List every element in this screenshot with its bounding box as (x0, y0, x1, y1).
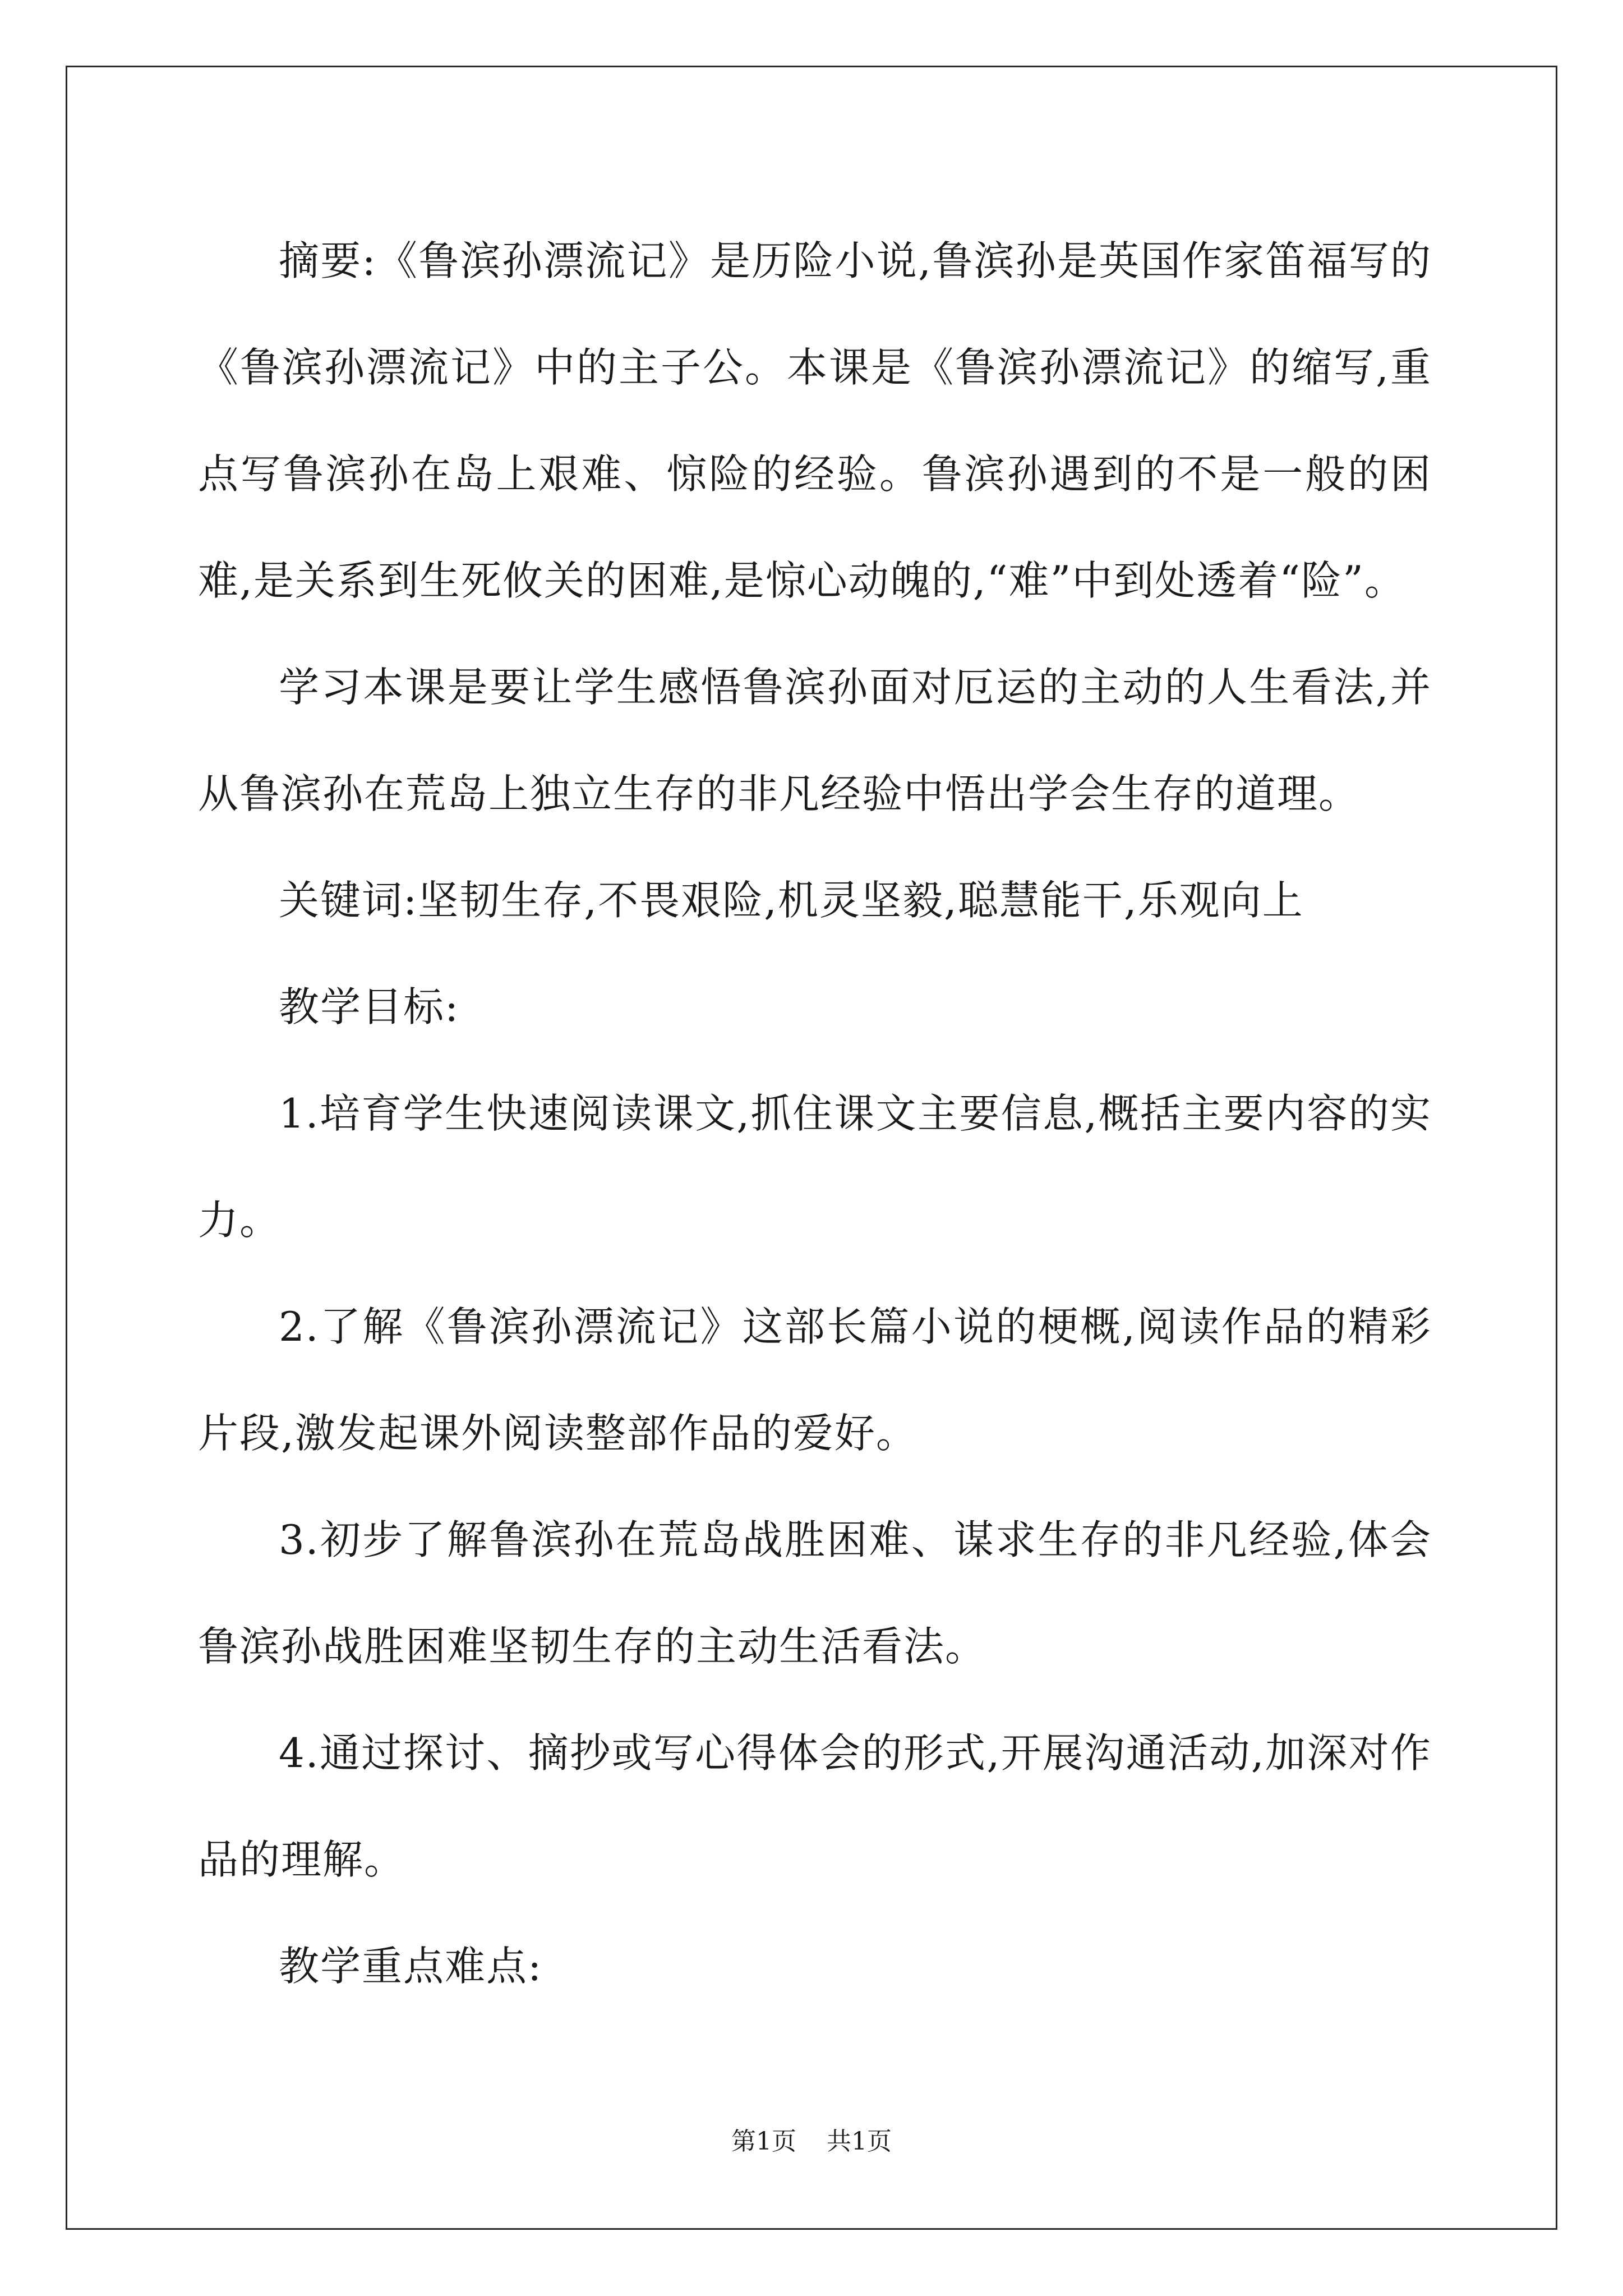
objective-item: 2.了解《鲁滨孙漂流记》这部长篇小说的梗概,阅读作品的精彩片段,激发起课外阅读整部作品的爱好。 (198, 1303, 1432, 1457)
purpose-paragraph: 学习本课是要让学生感悟鲁滨孙面对厄运的主动的人生看法,并从鲁滨孙在荒岛上独立生存的非凡经验中悟出学会生存的道理。 (198, 664, 1432, 817)
page-number: 第1页 (731, 2127, 796, 2156)
document-body (198, 208, 1432, 2019)
page-footer (0, 2125, 1623, 2159)
key-points-heading: 教学重点难点: (279, 1943, 543, 1990)
objective-item: 3.初步了解鲁滨孙在荒岛战胜困难、谋求生存的非凡经验,体会鲁滨孙战胜困难坚韧生存的主动生活看法。 (198, 1516, 1432, 1670)
page-total: 共1页 (827, 2127, 892, 2156)
objectives-heading: 教学目标: (279, 983, 460, 1030)
abstract-paragraph: 摘要:《鲁滨孙漂流记》是历险小说,鲁滨孙是英国作家笛福写的《鲁滨孙漂流记》中的主子公。本课是《鲁滨孙漂流记》的缩写,重点写鲁滨孙在岛上艰难、惊险的经验。鲁滨孙遇到的不是一般的困难,是关系到生死攸关的困难,是惊心动魄的,“难”中到处透着“险”。 (198, 237, 1432, 604)
keywords-paragraph: 关键词:坚韧生存,不畏艰险,机灵坚毅,聪慧能干,乐观向上 (279, 877, 1304, 924)
objective-item: 4.通过探讨、摘抄或写心得体会的形式,开展沟通活动,加深对作品的理解。 (198, 1729, 1432, 1883)
objective-item: 1.培育学生快速阅读课文,抓住课文主要信息,概括主要内容的实力。 (198, 1090, 1432, 1244)
